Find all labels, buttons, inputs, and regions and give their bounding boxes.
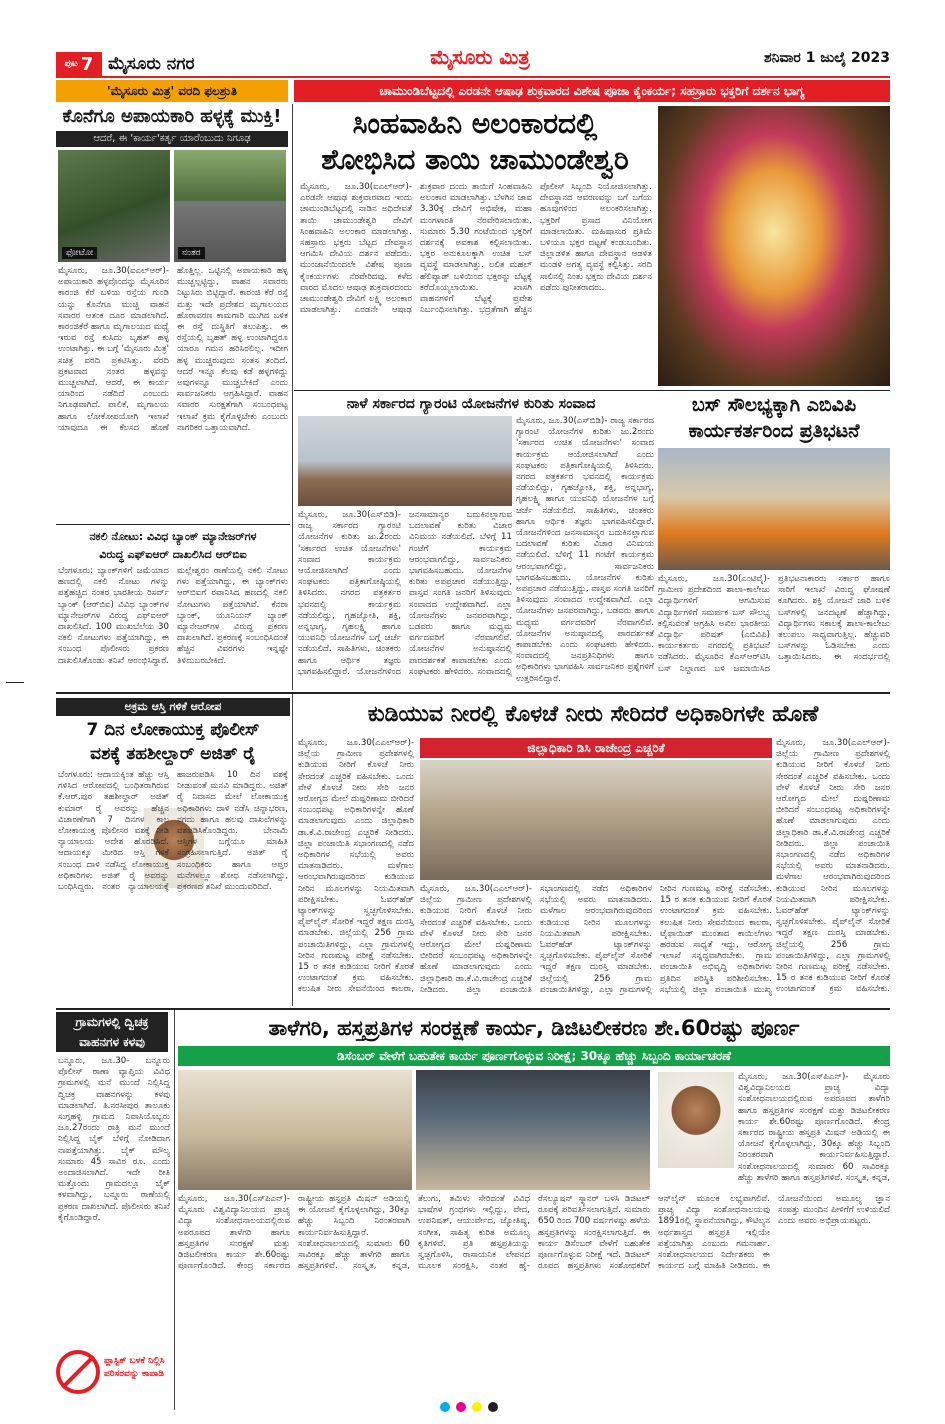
manuscripts-desk-photo	[416, 1070, 650, 1190]
lokayukta-headline-line2: ವಶಕ್ಕೆ ತಹಶೀಲ್ದಾರ್ ಅಜಿತ್ ರೈ	[90, 744, 256, 764]
manuscripts-subhead: ಡಿಸೆಂಬರ್ ವೇಳೆಗೆ ಬಹುತೇಕ ಕಾರ್ಯ ಪೂರ್ಣಗೊಳ್ಳುವ ನಿರೀಕ್ಷೆ; 30ಕ್ಕೂ ಹೆಚ್ಚು ಸಿಬ್ಬಂದಿ ಕಾರ್ಯಾಚರಣೆ	[178, 1046, 890, 1066]
abvp-body: ಮೈಸೂರು, ಜೂ.30(ಎಂಟಿವೈ)- ಗ್ರಾಮೀಣ ಪ್ರದೇಶದಿಂದ ಶಾಲಾ-ಕಾಲೇಜು ವಿದ್ಯಾರ್ಥಿಗಳಿಗೆ ಆಗಮಿಸುವ ವಿದ್ಯಾರ್ಥಿಗಳಿಗೆ ಸಮರ್ಪಕ ಬಸ್ ಸೌಲಭ್ಯ ಕಲ್ಪಿಸುವಂತೆ ಆಗ್ರಹಿಸಿ ಅಖಿಲ ಭಾರತೀಯ ವಿದ್ಯಾರ್ಥಿ ಪರಿಷತ್ (ಎಬಿವಿಪಿ) ಕಾರ್ಯಕರ್ತರು ನಗರದಲ್ಲಿ ಪ್ರತಿಭಟನೆ ನಡೆಸಿದರು. ಮೈಸೂರಿನ ಕೆಎಸ್‌ಆರ್‌ಟಿಸಿ ಬಸ್ ನಿಲ್ದಾಣದ ಬಳಿ ಜಮಾಯಿಸಿದ ಪ್ರತಿಭಟನಾಕಾರರು ಸರ್ಕಾರ ಹಾಗೂ ಸಾರಿಗೆ ಇಲಾಖೆ ವಿರುದ್ಧ ಘೋಷಣೆ ಕೂಗಿದರು. ಶಕ್ತಿ ಯೋಜನೆ ಜಾರಿ ಬಳಿಕ ಬಸ್‌ಗಳಲ್ಲಿ ಜನದಟ್ಟಣೆ ಹೆಚ್ಚಾಗಿದ್ದು, ವಿದ್ಯಾರ್ಥಿಗಳು ಸಕಾಲಕ್ಕೆ ಶಾಲಾ-ಕಾಲೇಜು ತಲುಪಲು ಸಾಧ್ಯವಾಗುತ್ತಿಲ್ಲ. ಹೆಚ್ಚುವರಿ ಬಸ್‌ಗಳನ್ನು ಓಡಿಸಬೇಕು ಎಂದು ಒತ್ತಾಯಿಸಿದರು. ಈ ಸಂದರ್ಭದಲ್ಲಿ	[658, 574, 890, 674]
issue-date: ಶನಿವಾರ 1 ಜುಲೈ 2023	[764, 50, 890, 66]
registration-dot	[488, 1402, 498, 1412]
lokayukta-headline-line1: 7 ದಿನ ಲೋಕಾಯುಕ್ತ ಪೊಲೀಸ್	[86, 720, 260, 740]
column-divider	[292, 104, 293, 690]
no-plastic-line1: ಪ್ಲಾಸ್ಟಿಕ್ ಬಳಕೆ ನಿಲ್ಲಿಸಿ	[104, 1356, 165, 1366]
lokayukta-kicker: ಅಕ್ರಮ ಆಸ್ತಿ ಗಳಿಕೆ ಆರೋಪ	[56, 698, 290, 716]
abvp-headline-line2: ಕಾರ್ಯಕರ್ತರಿಂದ ಪ್ರತಿಭಟನೆ	[688, 420, 860, 442]
bank-headline-line2: ವಿರುದ್ಧ ಎಫ್‌ಐಆರ್ ದಾಖಲಿಸಿದ ಆರ್‌ಬಿಐ	[99, 548, 247, 561]
page-label: ಪುಟ	[64, 59, 78, 69]
page-number-badge	[56, 52, 102, 76]
fold-mark	[6, 682, 24, 683]
manuscripts-lab-photo	[178, 1070, 412, 1190]
guarantee-body: ಮೈಸೂರು, ಜೂ.30(ಎಸ್‌ಬಿಡಿ)- ರಾಜ್ಯ ಸರ್ಕಾರದ ಗ್ಯಾರಂಟಿ ಯೋಜನೆಗಳ ಕುರಿತು ಜು.2ರಂದು 'ಸರ್ಕಾರದ ಉಚಿತ ಯೋಜನೆಗಳು' ಸಂವಾದ ಕಾರ್ಯಕ್ರಮ ಆಯೋಜಿಸಲಾಗಿದೆ ಎಂದು ಸಂಘಟಕರು ಪತ್ರಿಕಾಗೋಷ್ಠಿಯಲ್ಲಿ ತಿಳಿಸಿದರು. ನಗರದ ಪತ್ರಕರ್ತರ ಭವನದಲ್ಲಿ ಕಾರ್ಯಕ್ರಮ ನಡೆಯಲಿದ್ದು, ಗೃಹಜ್ಯೋತಿ, ಶಕ್ತಿ, ಅನ್ನಭಾಗ್ಯ, ಗೃಹಲಕ್ಷ್ಮಿ ಹಾಗೂ ಯುವನಿಧಿ ಯೋಜನೆಗಳ ಬಗ್ಗೆ ಚರ್ಚೆ ನಡೆಯಲಿದೆ. ಸಾಹಿತಿಗಳು, ಚಿಂತಕರು ಹಾಗೂ ಆರ್ಥಿಕ ತಜ್ಞರು ಭಾಗವಹಿಸಲಿದ್ದಾರೆ. ಯೋಜನೆಗಳಿಂದ ಜನಸಾಮಾನ್ಯರ ಬದುಕಿನಲ್ಲಾಗುವ ಬದಲಾವಣೆ ಕುರಿತು ವಿಚಾರ ವಿನಿಮಯ ನಡೆಯಲಿದೆ. ಬೆಳಿಗ್ಗೆ 11 ಗಂಟೆಗೆ ಕಾರ್ಯಕ್ರಮ ಆರಂಭವಾಗಲಿದ್ದು, ಸಾರ್ವಜನಿಕರು ಭಾಗವಹಿಸಬಹುದು. ಯೋಜನೆಗಳ ಕುರಿತು ಅಪಪ್ರಚಾರ ನಡೆಯುತ್ತಿದ್ದು, ವಾಸ್ತವ ಸಂಗತಿ ಜನರಿಗೆ ತಿಳಿಸುವುದು ಸಂವಾದದ ಉದ್ದೇಶವಾಗಿದೆ. ಎಲ್ಲಾ ಯೋಜನೆಗಳು ಜನಪರವಾಗಿದ್ದು, ಬಡವರು ಹಾಗೂ ಮಧ್ಯಮ ವರ್ಗದವರಿಗೆ ನೆರವಾಗಲಿವೆ. ಯೋಜನೆಗಳ ಅನುಷ್ಠಾನದಲ್ಲಿ ಪಾರದರ್ಶಕತೆ ಕಾಪಾಡಬೇಕು ಎಂದು ಸಂಘಟಕರು ಹೇಳಿದರು. ಸಂವಾದದಲ್ಲಿ	[298, 510, 512, 677]
temple-photo	[658, 106, 890, 386]
lokayukta-body: ಬೆಂಗಳೂರು: ಆದಾಯಕ್ಕಿಂತ ಹೆಚ್ಚು ಆಸ್ತಿ ಗಳಿಸಿದ ಆರೋಪದಲ್ಲಿ ಬಂಧಿತರಾಗಿರುವ ಕೆ.ಆರ್.ಪುರ ತಹಶೀಲ್ದಾರ್ ಅಜಿತ್ ಕುಮಾರ್ ರೈ ಅವರನ್ನು ಹೆಚ್ಚಿನ ವಿಚಾರಣೆಗಾಗಿ 7 ದಿನಗಳ ಕಾಲ ಲೋಕಾಯುಕ್ತ ಪೊಲೀಸರ ವಶಕ್ಕೆ ನೀಡಿ ನ್ಯಾಯಾಲಯ ಆದೇಶ ಹೊರಡಿಸಿದೆ. ಆದಾಯಕ್ಕೂ ಮೀರಿದ ಆಸ್ತಿ ಗಳಿಕೆ ಸಂಬಂಧ ದಾಳಿ ನಡೆಸಿದ್ದ ಲೋಕಾಯುಕ್ತ ಅಧಿಕಾರಿಗಳು ಅಜಿತ್ ರೈ ಅವರನ್ನು ಬಂಧಿಸಿದ್ದರು. ನಂತರ ನ್ಯಾಯಾಲಯಕ್ಕೆ ಹಾಜರುಪಡಿಸಿ 10 ದಿನ ವಶಕ್ಕೆ ನೀಡುವಂತೆ ಮನವಿ ಮಾಡಿದ್ದರು. ಅಜಿತ್ ರೈ ನಿವಾಸದ ಮೇಲೆ ಲೋಕಾಯುಕ್ತ ಅಧಿಕಾರಿಗಳು ದಾಳಿ ನಡೆಸಿ ಚಿನ್ನಾಭರಣ, ನಗದು ಹಾಗೂ ಹಲವು ದಾಖಲೆಗಳನ್ನು ವಶಪಡಿಸಿಕೊಂಡಿದ್ದರು. ಬೇನಾಮಿ ಆಸ್ತಿಗಳ ಬಗ್ಗೆಯೂ ಮಾಹಿತಿ ಸಂಗ್ರಹಿಸಲಾಗುತ್ತಿದೆ. ಅಜಿತ್ ರೈ ಸಂಬಂಧಿಕರು ಹಾಗೂ ಆಪ್ತರ ಮನೆಗಳಲ್ಲೂ ಶೋಧ ನಡೆಸಲಾಗಿದ್ದು, ಪ್ರಕರಣದ ತನಿಖೆ ಮುಂದುವರಿದಿದೆ.	[58, 770, 288, 893]
registration-dot	[472, 1402, 482, 1412]
water-body-right: ಮೈಸೂರು, ಜೂ.30(ಎಎಲ್‌ಆರ್)- ಜಿಲ್ಲೆಯ ಗ್ರಾಮೀಣ ಪ್ರದೇಶಗಳಲ್ಲಿ ಕುಡಿಯುವ ನೀರಿಗೆ ಕೊಳಚೆ ನೀರು ಸೇರದಂತೆ ಎಚ್ಚರಿಕೆ ವಹಿಸಬೇಕು. ಒಂದು ವೇಳೆ ಕೊಳಚೆ ನೀರು ಸೇರಿ ಜನರ ಆರೋಗ್ಯದ ಮೇಲೆ ದುಷ್ಪರಿಣಾಮ ಬೀರಿದರೆ ಸಂಬಂಧಪಟ್ಟ ಅಧಿಕಾರಿಗಳನ್ನೇ ಹೊಣೆ ಮಾಡಲಾಗುವುದು ಎಂದು ಜಿಲ್ಲಾಧಿಕಾರಿ ಡಾ.ಕೆ.ವಿ.ರಾಜೇಂದ್ರ ಎಚ್ಚರಿಕೆ ನೀಡಿದರು. ಜಿಲ್ಲಾ ಪಂಚಾಯಿತಿ ಸಭಾಂಗಣದಲ್ಲಿ ನಡೆದ ಅಧಿಕಾರಿಗಳ ಸಭೆಯಲ್ಲಿ ಅವರು ಮಾತನಾಡಿದರು. ಮಳೆಗಾಲ ಆರಂಭವಾಗಿರುವುದರಿಂದ ಕುಡಿಯುವ ನೀರಿನ ಮೂಲಗಳನ್ನು ನಿಯಮಿತವಾಗಿ ಪರೀಕ್ಷಿಸಬೇಕು. ಓವರ್‌ಹೆಡ್ ಟ್ಯಾಂಕ್‌ಗಳನ್ನು ಸ್ವಚ್ಛಗೊಳಿಸಬೇಕು. ಪೈಪ್‌ಲೈನ್ ಸೋರಿಕೆ ಇದ್ದರೆ ತಕ್ಷಣ ದುರಸ್ತಿ ಮಾಡಬೇಕು. ಜಿಲ್ಲೆಯಲ್ಲಿ 256 ಗ್ರಾಮ ಪಂಚಾಯಿತಿಗಳಿದ್ದು, ಎಲ್ಲಾ ಗ್ರಾಮಗಳಲ್ಲಿ ನೀರಿನ ಗುಣಮಟ್ಟ ಪರೀಕ್ಷೆ ನಡೆಸಬೇಕು. 15 ರ ತನಕ ಕುಡಿಯುವ ನೀರಿಗೆ ಕೊರತೆ ಉಂಟಾಗದಂತೆ ಕ್ರಮ ವಹಿಸಬೇಕು.	[776, 738, 890, 995]
top-strip-banner: ಚಾಮುಂಡಿಬೆಟ್ಟದಲ್ಲಿ ಎರಡನೇ ಆಷಾಢ ಶುಕ್ರವಾರದ ವಿಶೇಷ ಪೂಜಾ ಕೈಂಕರ್ಯ; ಸಹಸ್ರಾರು ಭಕ್ತರಿಗೆ ದರ್ಶನ ಭಾಗ್ಯ	[294, 80, 890, 102]
water-subhead: ಜಿಲ್ಲಾಧಿಕಾರಿ ಡಿಸಿ ರಾಜೇಂದ್ರ ಎಚ್ಚರಿಕೆ	[420, 738, 772, 758]
abvp-photo	[658, 448, 890, 570]
pothole-photo-before-caption: ಫೋಟೋ	[62, 247, 97, 259]
pothole-photo-before	[58, 150, 170, 262]
manuscripts-portrait	[658, 1072, 734, 1168]
water-headline: ಕುಡಿಯುವ ನೀರಲ್ಲಿ ಕೊಳಚೆ ನೀರು ಸೇರಿದರೆ ಅಧಿಕಾರಿಗಳೇ ಹೊಣೆ	[367, 702, 819, 727]
pothole-subhead: ಆದರೆ, ಈ 'ಕಾರ್ಯ'ಕರ್ತೃ ಯಾರೆಂಬುದು ನಿಗೂಢ	[56, 131, 288, 147]
bank-body: ಬೆಂಗಳೂರು: ಬ್ಯಾಂಕ್‌ಗಳಿಗೆ ಜಮೆಯಾದ ಹಣದಲ್ಲಿ ನಕಲಿ ನೋಟು ಗಳನ್ನು ಪತ್ತೆಹಚ್ಚಿದ ನಂತರ ಭಾರತೀಯ ರಿಸರ್ವ್ ಬ್ಯಾಂಕ್ (ಆರ್‌ಬಿಐ) ವಿವಿಧ ಬ್ಯಾಂಕ್‌ಗಳ ಮ್ಯಾನೇಜರ್‌ಗಳ ವಿರುದ್ಧ ಎಫ್‌ಐಆರ್ ದಾಖಲಿಸಿದೆ. 100 ಮುಖಬೆಲೆಯ 30 ನಕಲಿ ನೋಟುಗಳು ಪತ್ತೆಯಾಗಿದ್ದು, ಈ ಸಂಬಂಧ ಪೊಲೀಸರು ಪ್ರಕರಣ ದಾಖಲಿಸಿಕೊಂಡು ತನಿಖೆ ಆರಂಭಿಸಿದ್ದಾರೆ. ಮಲ್ಲೇಶ್ವರಂ ಠಾಣೆಯಲ್ಲಿ ನಕಲಿ ನೋಟು ಗಳು ಪತ್ತೆಯಾಗಿದ್ದು, ಈ ಬ್ಯಾಂಕ್‌ಗಳು ಆರ್‌ಬಿಐಗೆ ರವಾನಿಸಿದ ಹಣದಲ್ಲಿ ನಕಲಿ ನೋಟುಗಳು ಪತ್ತೆಯಾಗಿವೆ. ಕೆನರಾ ಬ್ಯಾಂಕ್, ಯೂನಿಯನ್ ಬ್ಯಾಂಕ್ ಮ್ಯಾನೇಜರ್‌ಗಳ ವಿರುದ್ಧ ಪ್ರಕರಣ ದಾಖಲಾಗಿದೆ. ಪ್ರಕರಣಕ್ಕೆ ಸಂಬಂಧಿಸಿದಂತೆ ಹೆಚ್ಚಿನ ವಿವರಗಳು ಇನ್ನಷ್ಟೇ ತಿಳಿದುಬರಬೇಕಿದೆ.	[58, 566, 288, 666]
section-title: ಮೈಸೂರು ನಗರ	[108, 54, 195, 74]
registration-marks	[440, 1402, 510, 1414]
manuscripts-headline: ತಾಳೆಗರಿ, ಹಸ್ತಪ್ರತಿಗಳ ಸಂರಕ್ಷಣೆ ಕಾರ್ಯ, ಡಿಜಿಟಲೀಕರಣ ಶೇ.60ರಷ್ಟು ಪೂರ್ಣ	[268, 1016, 800, 1040]
abvp-headline-line1: ಬಸ್ ಸೌಲಭ್ಯಕ್ಕಾಗಿ ಎಬಿವಿಪಿ	[691, 394, 857, 416]
pothole-photo-after	[174, 150, 286, 262]
guarantee-headline: ನಾಳೆ ಸರ್ಕಾರದ ಗ್ಯಾರಂಟಿ ಯೋಜನೆಗಳ ಕುರಿತು ಸಂವಾದ	[346, 396, 596, 412]
guarantee-photo	[298, 416, 512, 506]
manuscripts-body: ಮೈಸೂರು, ಜೂ.30(ಎಸ್‌ಪಿಎನ್)- ಮೈಸೂರು ವಿಶ್ವವಿದ್ಯಾನಿಲಯದ ಪ್ರಾಚ್ಯ ವಿದ್ಯಾ ಸಂಶೋಧನಾಲಯದಲ್ಲಿರುವ ಅಪರೂಪದ ತಾಳೆಗರಿ ಹಾಗೂ ಹಸ್ತಪ್ರತಿಗಳ ಸಂರಕ್ಷಣೆ ಮತ್ತು ಡಿಜಿಟಲೀಕರಣ ಕಾರ್ಯ ಶೇ.60ರಷ್ಟು ಪೂರ್ಣಗೊಂಡಿದೆ. ಕೇಂದ್ರ ಸರ್ಕಾರದ ರಾಷ್ಟ್ರೀಯ ಹಸ್ತಪ್ರತಿ ಮಿಷನ್ ಅಡಿಯಲ್ಲಿ ಈ ಯೋಜನೆ ಕೈಗೊಳ್ಳಲಾಗಿದ್ದು, 30ಕ್ಕೂ ಹೆಚ್ಚು ಸಿಬ್ಬಂದಿ ನಿರಂತರವಾಗಿ ಕಾರ್ಯನಿರ್ವಹಿಸುತ್ತಿದ್ದಾರೆ. ಸಂಶೋಧನಾಲಯದಲ್ಲಿ ಸುಮಾರು 60 ಸಾವಿರಕ್ಕೂ ಹೆಚ್ಚು ತಾಳೆಗರಿ ಹಾಗೂ ಹಸ್ತಪ್ರತಿಗಳಿವೆ. ಸಂಸ್ಕೃತ, ಕನ್ನಡ, ತೆಲುಗು, ತಮಿಳು ಸೇರಿದಂತೆ ವಿವಿಧ ಭಾಷೆಗಳ ಗ್ರಂಥಗಳು ಇಲ್ಲಿದ್ದು, ವೇದ, ಉಪನಿಷತ್, ಆಯುರ್ವೇದ, ಜ್ಯೋತಿಷ್ಯ, ಸಂಗೀತ, ಸಾಹಿತ್ಯ ಕುರಿತ ಅಮೂಲ್ಯ ಕೃತಿಗಳಿವೆ. ಪ್ರತಿ ಹಸ್ತಪ್ರತಿಯನ್ನು ಸ್ವಚ್ಛಗೊಳಿಸಿ, ರಾಸಾಯನಿಕ ಲೇಪನದ ಮೂಲಕ ಸಂರಕ್ಷಿಸಿ, ನಂತರ ಹೈ-ರೆಸಲ್ಯೂಷನ್ ಸ್ಕ್ಯಾನರ್ ಬಳಸಿ ಡಿಜಿಟಲ್ ರೂಪಕ್ಕೆ ಪರಿವರ್ತಿಸಲಾಗುತ್ತಿದೆ. ಸುಮಾರು 650 ರಿಂದ 700 ವರ್ಷಗಳಷ್ಟು ಹಳೆಯ ಹಸ್ತಪ್ರತಿಗಳನ್ನು ಸಂರಕ್ಷಿಸಲಾಗುತ್ತಿದೆ. ಈ ಕಾರ್ಯ ಡಿಸೆಂಬರ್ ವೇಳೆಗೆ ಬಹುತೇಕ ಪೂರ್ಣಗೊಳ್ಳುವ ನಿರೀಕ್ಷೆ ಇದೆ. ಡಿಜಿಟಲ್ ರೂಪದ ಹಸ್ತಪ್ರತಿಗಳು ಸಂಶೋಧಕರಿಗೆ ಆನ್‌ಲೈನ್ ಮೂಲಕ ಲಭ್ಯವಾಗಲಿವೆ. ಪ್ರಾಚ್ಯ ವಿದ್ಯಾ ಸಂಶೋಧನಾಲಯವು 1891ರಲ್ಲಿ ಸ್ಥಾಪನೆಯಾಗಿದ್ದು, ಕೌಟಿಲ್ಯನ ಅರ್ಥಶಾಸ್ತ್ರದ ಹಸ್ತಪ್ರತಿ ಇಲ್ಲಿಯೇ ಪತ್ತೆಯಾಗಿತ್ತು ಎಂಬುದು ಗಮನಾರ್ಹ. ಸಂಶೋಧನಾಲಯದ ನಿರ್ದೇಶಕರು ಈ ಕಾರ್ಯದ ಬಗ್ಗೆ ಮಾಹಿತಿ ನೀಡಿದರು. ಈ ಯೋಜನೆಯಿಂದ ಅಮೂಲ್ಯ ಜ್ಞಾನ ಸಂಪತ್ತು ಮುಂದಿನ ಪೀಳಿಗೆಗೆ ಉಳಿಯಲಿದೆ ಎಂದು ಅವರು ಅಭಿಪ್ರಾಯಪಟ್ಟರು.	[178, 1194, 890, 1272]
water-body-left: ಮೈಸೂರು, ಜೂ.30(ಎಎಲ್‌ಆರ್)- ಜಿಲ್ಲೆಯ ಗ್ರಾಮೀಣ ಪ್ರದೇಶಗಳಲ್ಲಿ ಕುಡಿಯುವ ನೀರಿಗೆ ಕೊಳಚೆ ನೀರು ಸೇರದಂತೆ ಎಚ್ಚರಿಕೆ ವಹಿಸಬೇಕು. ಒಂದು ವೇಳೆ ಕೊಳಚೆ ನೀರು ಸೇರಿ ಜನರ ಆರೋಗ್ಯದ ಮೇಲೆ ದುಷ್ಪರಿಣಾಮ ಬೀರಿದರೆ ಸಂಬಂಧಪಟ್ಟ ಅಧಿಕಾರಿಗಳನ್ನೇ ಹೊಣೆ ಮಾಡಲಾಗುವುದು ಎಂದು ಜಿಲ್ಲಾಧಿಕಾರಿ ಡಾ.ಕೆ.ವಿ.ರಾಜೇಂದ್ರ ಎಚ್ಚರಿಕೆ ನೀಡಿದರು. ಜಿಲ್ಲಾ ಪಂಚಾಯಿತಿ ಸಭಾಂಗಣದಲ್ಲಿ ನಡೆದ ಅಧಿಕಾರಿಗಳ ಸಭೆಯಲ್ಲಿ ಅವರು ಮಾತನಾಡಿದರು. ಮಳೆಗಾಲ ಆರಂಭವಾಗಿರುವುದರಿಂದ ಕುಡಿಯುವ ನೀರಿನ ಮೂಲಗಳನ್ನು ನಿಯಮಿತವಾಗಿ ಪರೀಕ್ಷಿಸಬೇಕು. ಓವರ್‌ಹೆಡ್ ಟ್ಯಾಂಕ್‌ಗಳನ್ನು ಸ್ವಚ್ಛಗೊಳಿಸಬೇಕು. ಪೈಪ್‌ಲೈನ್ ಸೋರಿಕೆ ಇದ್ದರೆ ತಕ್ಷಣ ದುರಸ್ತಿ ಮಾಡಬೇಕು. ಜಿಲ್ಲೆಯಲ್ಲಿ 256 ಗ್ರಾಮ ಪಂಚಾಯಿತಿಗಳಿದ್ದು, ಎಲ್ಲಾ ಗ್ರಾಮಗಳಲ್ಲಿ ನೀರಿನ ಗುಣಮಟ್ಟ ಪರೀಕ್ಷೆ ನಡೆಸಬೇಕು. 15 ರ ತನಕ ಕುಡಿಯುವ ನೀರಿಗೆ ಕೊರತೆ ಉಂಟಾಗದಂತೆ ಕ್ರಮ ವಹಿಸಬೇಕು. ಕಲುಷಿತ ನೀರು ಸೇವನೆಯಿಂದ ಕಾಲರಾ,	[298, 738, 414, 995]
bank-divider	[56, 524, 290, 525]
no-plastic-ad	[104, 1355, 204, 1391]
manuscripts-body-box: ಮೈಸೂರು, ಜೂ.30(ಎಸ್‌ಪಿಎನ್)- ಮೈಸೂರು ವಿಶ್ವವಿದ್ಯಾನಿಲಯದ ಪ್ರಾಚ್ಯ ವಿದ್ಯಾ ಸಂಶೋಧನಾಲಯದಲ್ಲಿರುವ ಅಪರೂಪದ ತಾಳೆಗರಿ ಹಾಗೂ ಹಸ್ತಪ್ರತಿಗಳ ಸಂರಕ್ಷಣೆ ಮತ್ತು ಡಿಜಿಟಲೀಕರಣ ಕಾರ್ಯ ಶೇ.60ರಷ್ಟು ಪೂರ್ಣಗೊಂಡಿದೆ. ಕೇಂದ್ರ ಸರ್ಕಾರದ ರಾಷ್ಟ್ರೀಯ ಹಸ್ತಪ್ರತಿ ಮಿಷನ್ ಅಡಿಯಲ್ಲಿ ಈ ಯೋಜನೆ ಕೈಗೊಳ್ಳಲಾಗಿದ್ದು, 30ಕ್ಕೂ ಹೆಚ್ಚು ಸಿಬ್ಬಂದಿ ನಿರಂತರವಾಗಿ ಕಾರ್ಯನಿರ್ವಹಿಸುತ್ತಿದ್ದಾರೆ. ಸಂಶೋಧನಾಲಯದಲ್ಲಿ ಸುಮಾರು 60 ಸಾವಿರಕ್ಕೂ ಹೆಚ್ಚು ತಾಳೆಗರಿ ಹಾಗೂ ಹಸ್ತಪ್ರತಿಗಳಿವೆ. ಸಂಸ್ಕೃತ, ಕನ್ನಡ,	[738, 1072, 890, 1183]
temple-headline-line2: ಶೋಭಿಸಿದ ತಾಯಿ ಚಾಮುಂಡೇಶ್ವರಿ	[321, 143, 629, 176]
pothole-photo-after-caption: ನಂತರ	[178, 247, 205, 259]
no-plastic-icon	[56, 1350, 100, 1394]
guarantee-body-right: ಮೈಸೂರು, ಜೂ.30(ಎಸ್‌ಬಿಡಿ)- ರಾಜ್ಯ ಸರ್ಕಾರದ ಗ್ಯಾರಂಟಿ ಯೋಜನೆಗಳ ಕುರಿತು ಜು.2ರಂದು 'ಸರ್ಕಾರದ ಉಚಿತ ಯೋಜನೆಗಳು' ಸಂವಾದ ಕಾರ್ಯಕ್ರಮ ಆಯೋಜಿಸಲಾಗಿದೆ ಎಂದು ಸಂಘಟಕರು ಪತ್ರಿಕಾಗೋಷ್ಠಿಯಲ್ಲಿ ತಿಳಿಸಿದರು. ನಗರದ ಪತ್ರಕರ್ತರ ಭವನದಲ್ಲಿ ಕಾರ್ಯಕ್ರಮ ನಡೆಯಲಿದ್ದು, ಗೃಹಜ್ಯೋತಿ, ಶಕ್ತಿ, ಅನ್ನಭಾಗ್ಯ, ಗೃಹಲಕ್ಷ್ಮಿ ಹಾಗೂ ಯುವನಿಧಿ ಯೋಜನೆಗಳ ಬಗ್ಗೆ ಚರ್ಚೆ ನಡೆಯಲಿದೆ. ಸಾಹಿತಿಗಳು, ಚಿಂತಕರು ಹಾಗೂ ಆರ್ಥಿಕ ತಜ್ಞರು ಭಾಗವಹಿಸಲಿದ್ದಾರೆ. ಯೋಜನೆಗಳಿಂದ ಜನಸಾಮಾನ್ಯರ ಬದುಕಿನಲ್ಲಾಗುವ ಬದಲಾವಣೆ ಕುರಿತು ವಿಚಾರ ವಿನಿಮಯ ನಡೆಯಲಿದೆ. ಬೆಳಿಗ್ಗೆ 11 ಗಂಟೆಗೆ ಕಾರ್ಯಕ್ರಮ ಆರಂಭವಾಗಲಿದ್ದು, ಸಾರ್ವಜನಿಕರು ಭಾಗವಹಿಸಬಹುದು. ಯೋಜನೆಗಳ ಕುರಿತು ಅಪಪ್ರಚಾರ ನಡೆಯುತ್ತಿದ್ದು, ವಾಸ್ತವ ಸಂಗತಿ ಜನರಿಗೆ ತಿಳಿಸುವುದು ಸಂವಾದದ ಉದ್ದೇಶವಾಗಿದೆ. ಎಲ್ಲಾ ಯೋಜನೆಗಳು ಜನಪರವಾಗಿದ್ದು, ಬಡವರು ಹಾಗೂ ಮಧ್ಯಮ ವರ್ಗದವರಿಗೆ ನೆರವಾಗಲಿವೆ. ಯೋಜನೆಗಳ ಅನುಷ್ಠಾನದಲ್ಲಿ ಪಾರದರ್ಶಕತೆ ಕಾಪಾಡಬೇಕು ಎಂದು ಸಂಘಟಕರು ಹೇಳಿದರು. ಸಂವಾದದಲ್ಲಿ ಜನಪ್ರತಿನಿಧಿಗಳು ಹಾಗೂ ಅಧಿಕಾರಿಗಳು ಭಾಗವಹಿಸಿ ಸಾರ್ವಜನಿಕರ ಪ್ರಶ್ನೆಗಳಿಗೆ ಉತ್ತರಿಸಲಿದ್ದಾರೆ.	[516, 416, 654, 684]
column-divider-3	[174, 1010, 175, 1410]
page-number: 7	[80, 53, 94, 75]
water-meeting-photo	[420, 760, 772, 880]
header-rule	[56, 76, 890, 78]
vehicles-headline-line2: ವಾಹನಗಳ ಕಳವು	[56, 1032, 168, 1052]
lower-divider	[56, 1008, 890, 1010]
no-plastic-line2: ಪರಿಸರವನ್ನು ಕಾಪಾಡಿ	[104, 1369, 164, 1379]
registration-dot	[440, 1402, 450, 1412]
mid-divider	[56, 692, 890, 694]
bank-headline-line1: ನಕಲಿ ನೋಟು: ವಿವಿಧ ಬ್ಯಾಂಕ್ ಮ್ಯಾನೇಜರ್‌ಗಳ	[89, 530, 257, 543]
vehicles-headline-line1: ಗ್ರಾಮಗಳಲ್ಲಿ ದ್ವಿಚಕ್ರ	[56, 1012, 168, 1032]
section-divider	[294, 390, 890, 391]
vehicles-body: ಬನ್ನೂರು, ಜೂ.30- ಬನ್ನೂರು ಪೊಲೀಸ್ ಠಾಣಾ ವ್ಯಾಪ್ತಿಯ ವಿವಿಧ ಗ್ರಾಮಗಳಲ್ಲಿ ಮನೆ ಮುಂದೆ ನಿಲ್ಲಿಸಿದ್ದ ದ್ವಿಚಕ್ರ ವಾಹನಗಳನ್ನು ಕಳವು ಮಾಡಲಾಗಿದೆ. ತಿ.ನರಸೀಪುರ ತಾಲೂಕು ಸುಗ್ಗಹಳ್ಳಿ ಗ್ರಾಮದ ನಿವಾಸಿಯೊಬ್ಬರು ಜೂ.27ರಂದು ರಾತ್ರಿ ಮನೆ ಮುಂದೆ ನಿಲ್ಲಿಸಿದ್ದ ಬೈಕ್ ಬೆಳಿಗ್ಗೆ ನೋಡಿದಾಗ ನಾಪತ್ತೆಯಾಗಿತ್ತು. ಬೈಕ್ ಮೌಲ್ಯ ಸುಮಾರು 45 ಸಾವಿರ ರೂ. ಎಂದು ಅಂದಾಜಿಸಲಾಗಿದೆ. ಇದೇ ರೀತಿ ಮತ್ತೊಂದು ಗ್ರಾಮದಲ್ಲೂ ಬೈಕ್ ಕಳವಾಗಿದ್ದು, ಬನ್ನೂರು ಠಾಣೆಯಲ್ಲಿ ಪ್ರಕರಣ ದಾಖಲಾಗಿದೆ. ಪೊಲೀಸರು ತನಿಖೆ ಕೈಗೊಂಡಿದ್ದಾರೆ.	[58, 1056, 170, 1223]
pothole-headline: ಕೊನೆಗೂ ಅಪಾಯಕಾರಿ ಹಳ್ಳಕ್ಕೆ ಮುಕ್ತಿ!	[62, 106, 282, 127]
registration-dot	[456, 1402, 466, 1412]
masthead-logo: ಮೈಸೂರು ಮಿತ್ರ	[430, 45, 530, 69]
water-body-middle: ಮೈಸೂರು, ಜೂ.30(ಎಎಲ್‌ಆರ್)- ಜಿಲ್ಲೆಯ ಗ್ರಾಮೀಣ ಪ್ರದೇಶಗಳಲ್ಲಿ ಕುಡಿಯುವ ನೀರಿಗೆ ಕೊಳಚೆ ನೀರು ಸೇರದಂತೆ ಎಚ್ಚರಿಕೆ ವಹಿಸಬೇಕು. ಒಂದು ವೇಳೆ ಕೊಳಚೆ ನೀರು ಸೇರಿ ಜನರ ಆರೋಗ್ಯದ ಮೇಲೆ ದುಷ್ಪರಿಣಾಮ ಬೀರಿದರೆ ಸಂಬಂಧಪಟ್ಟ ಅಧಿಕಾರಿಗಳನ್ನೇ ಹೊಣೆ ಮಾಡಲಾಗುವುದು ಎಂದು ಜಿಲ್ಲಾಧಿಕಾರಿ ಡಾ.ಕೆ.ವಿ.ರಾಜೇಂದ್ರ ಎಚ್ಚರಿಕೆ ನೀಡಿದರು. ಜಿಲ್ಲಾ ಪಂಚಾಯಿತಿ ಸಭಾಂಗಣದಲ್ಲಿ ನಡೆದ ಅಧಿಕಾರಿಗಳ ಸಭೆಯಲ್ಲಿ ಅವರು ಮಾತನಾಡಿದರು. ಮಳೆಗಾಲ ಆರಂಭವಾಗಿರುವುದರಿಂದ ಕುಡಿಯುವ ನೀರಿನ ಮೂಲಗಳನ್ನು ನಿಯಮಿತವಾಗಿ ಪರೀಕ್ಷಿಸಬೇಕು. ಓವರ್‌ಹೆಡ್ ಟ್ಯಾಂಕ್‌ಗಳನ್ನು ಸ್ವಚ್ಛಗೊಳಿಸಬೇಕು. ಪೈಪ್‌ಲೈನ್ ಸೋರಿಕೆ ಇದ್ದರೆ ತಕ್ಷಣ ದುರಸ್ತಿ ಮಾಡಬೇಕು. ಜಿಲ್ಲೆಯಲ್ಲಿ 256 ಗ್ರಾಮ ಪಂಚಾಯಿತಿಗಳಿದ್ದು, ಎಲ್ಲಾ ಗ್ರಾಮಗಳಲ್ಲಿ ನೀರಿನ ಗುಣಮಟ್ಟ ಪರೀಕ್ಷೆ ನಡೆಸಬೇಕು. 15 ರ ತನಕ ಕುಡಿಯುವ ನೀರಿಗೆ ಕೊರತೆ ಉಂಟಾಗದಂತೆ ಕ್ರಮ ವಹಿಸಬೇಕು. ಕಲುಷಿತ ನೀರು ಸೇವನೆಯಿಂದ ಕಾಲರಾ, ಟೈಫಾಯಿಡ್ ಮುಂತಾದ ಕಾಯಿಲೆಗಳು ಹರಡುವ ಸಾಧ್ಯತೆ ಇದ್ದು, ಆರೋಗ್ಯ ಇಲಾಖೆ ಸನ್ನದ್ಧವಾಗಿರಬೇಕು. ಗ್ರಾಮ ಪಂಚಾಯಿತಿ ಅಭಿವೃದ್ಧಿ ಅಧಿಕಾರಿಗಳು ಪ್ರತಿದಿನ ಪರಿಸ್ಥಿತಿ ಪರಿಶೀಲಿಸಬೇಕು. ಸಭೆಯಲ್ಲಿ ಜಿಲ್ಲಾ ಪಂಚಾಯಿತಿ ಮುಖ್ಯ	[420, 884, 772, 995]
pothole-kicker: 'ಮೈಸೂರು ಮಿತ್ರ' ವರದಿ ಫಲಶ್ರುತಿ	[56, 80, 288, 102]
temple-body: ಮೈಸೂರು, ಜೂ.30(ಐಎಲ್‌ಆರ್)- ಎರಡನೇ ಆಷಾಢ ಶುಕ್ರವಾರವಾದ ಇಂದು ಚಾಮುಂಡಿಬೆಟ್ಟದಲ್ಲಿ ನಾಡಿನ ಅಧಿದೇವತೆ ತಾಯಿ ಚಾಮುಂಡೇಶ್ವರಿ ದೇವಿಗೆ ಸಿಂಹವಾಹಿನಿ ಅಲಂಕಾರ ಮಾಡಲಾಗಿತ್ತು. ಸಹಸ್ರಾರು ಭಕ್ತರು ಬೆಟ್ಟದ ದೇವಸ್ಥಾನ ಆಗಮಿಸಿ ದೇವಿಯ ದರ್ಶನ ಪಡೆದರು. ಮುಂಜಾನೆಯಿಂದಲೇ ವಿಶೇಷ ಪೂಜಾ ಕೈಂಕರ್ಯಗಳು ನೆರವೇರಿದವು. ಕಳೆದ ವಾರದ ಮೊದಲ ಆಷಾಢ ಶುಕ್ರವಾರದಂದು ಚಾಮುಂಡೇಶ್ವರಿ ದೇವಿಗೆ ಲಕ್ಷ್ಮಿ ಅಲಂಕಾರ ಮಾಡಲಾಗಿತ್ತು. ಎರಡನೇ ಆಷಾಢ ಶುಕ್ರವಾರ ದಂದು ತಾಯಿಗೆ ಸಿಂಹವಾಹಿನಿ ಅಲಂಕಾರ ಮಾಡಲಾಗಿತ್ತು. ಬೆಳಗಿನ ಜಾವ 3.30ಕ್ಕೆ ದೇವಿಗೆ ಅಭಿಷೇಕ, ಮಹಾ ಮಂಗಳಾರತಿ ನೆರವೇರಿಸಲಾಯಿತು. ಸುಮಾರು 5.30 ಗಂಟೆಯಿಂದ ಭಕ್ತರಿಗೆ ದರ್ಶನಕ್ಕೆ ಅವಕಾಶ ಕಲ್ಪಿಸಲಾಯಿತು. ಭಕ್ತರ ಅನುಕೂಲಕ್ಕಾಗಿ ಉಚಿತ ಬಸ್ ವ್ಯವಸ್ಥೆ ಮಾಡಲಾಗಿತ್ತು. ಲಲಿತ ಮಹಲ್ ಹೆಲಿಪ್ಯಾಡ್ ಬಳಿಯಿಂದ ಭಕ್ತರನ್ನು ಬೆಟ್ಟಕ್ಕೆ ಕರೆದೊಯ್ಯಲಾಯಿತು. ಖಾಸಗಿ ವಾಹನಗಳಿಗೆ ಬೆಟ್ಟಕ್ಕೆ ಪ್ರವೇಶ ನಿರ್ಬಂಧಿಸಲಾಗಿತ್ತು. ಭದ್ರತೆಗಾಗಿ ಹೆಚ್ಚಿನ ಪೊಲೀಸ್ ಸಿಬ್ಬಂದಿ ನಿಯೋಜಿಸಲಾಗಿತ್ತು. ದೇವಸ್ಥಾನದ ಆವರಣವನ್ನು ಬಗೆ ಬಗೆಯ ಹೂವುಗಳಿಂದ ಅಲಂಕರಿಸಲಾಗಿತ್ತು. ಭಕ್ತರಿಗೆ ಪ್ರಸಾದ ವಿನಿಯೋಗ ಮಾಡಲಾಯಿತು. ಮಹಿಷಾಸುರ ಪ್ರತಿಮೆ ಬಳಿಯೂ ಭಕ್ತರ ದಟ್ಟಣೆ ಕಂಡುಬಂದಿತು. ಜಿಲ್ಲಾಡಳಿತ ಹಾಗೂ ದೇವಸ್ಥಾನ ಆಡಳಿತ ಮಂಡಳಿ ಅಗತ್ಯ ವ್ಯವಸ್ಥೆ ಕಲ್ಪಿಸಿತ್ತು. ಸರದಿ ಸಾಲಿನಲ್ಲಿ ನಿಂತು ಭಕ್ತರು ದೇವಿಯ ದರ್ಶನ ಪಡೆದು ಪುನೀತರಾದರು.	[300, 182, 652, 316]
column-divider-2	[292, 694, 293, 1006]
pothole-body: ಮೈಸೂರು, ಜೂ.30(ಐಎಲ್‌ಆರ್)- ಅಪಾಯಕಾರಿ ಹಳ್ಳವೊಂದನ್ನು ಮೈಸೂರಿನ ಕಾರಂಜಿ ಕೆರೆ ಬಳಿಯ ರಸ್ತೆಯ ಗುಂಡಿ ಯನ್ನು ಕೊನೆಗೂ ಮುಚ್ಚಿ ವಾಹನ ಸವಾರರ ಆತಂಕ ದೂರ ಮಾಡಲಾಗಿದೆ. ಕಾರಂಜಿಕೆರೆ ಹಾಗೂ ಮೃಗಾಲಯದ ಮಧ್ಯೆ ಇರುವ ರಸ್ತೆ ಕುಸಿದು ಬೃಹತ್ ಹಳ್ಳ ಉಂಟಾಗಿತ್ತು. ಈ ಬಗ್ಗೆ 'ಮೈಸೂರು ಮಿತ್ರ' ಸಚಿತ್ರ ವರದಿ ಪ್ರಕಟಿಸಿತ್ತು. ವರದಿ ಪ್ರಕಟವಾದ ನಂತರ ಹಳ್ಳವನ್ನು ಮುಚ್ಚಲಾಗಿದೆ. ಆದರೆ, ಈ ಕಾರ್ಯ ಯಾರಿಂದ ನಡೆದಿದೆ ಎಂಬುದು ನಿಗೂಢವಾಗಿದೆ. ಪಾಲಿಕೆ, ಮೃಗಾಲಯ ಹಾಗೂ ಲೋಕೋಪಯೋಗಿ ಇಲಾಖೆ ಯಾವುದೂ ಈ ಕೆಲಸದ ಹೊಣೆ ಹೊತ್ತಿಲ್ಲ. ಒಟ್ಟಿನಲ್ಲಿ ಅಪಾಯಕಾರಿ ಹಳ್ಳ ಮುಚ್ಚಲ್ಪಟ್ಟಿದ್ದು, ವಾಹನ ಸವಾರರು ನಿಟ್ಟುಸಿರು ಬಿಟ್ಟಿದ್ದಾರೆ. ಕಾರಂಜಿ ಕೆರೆ ರಸ್ತೆ ಮತ್ತು ಇದೇ ಪ್ರದೇಶದ ಮೃಗಾಲಯದ ಹೊರಾವರಣ ಕಾಮಗಾರಿ ಮುಗಿದ ಬಳಿಕ ಈ ರಸ್ತೆ ದುಸ್ಥಿತಿಗೆ ತಲುಪಿತ್ತು. ಈ ರಸ್ತೆಯಲ್ಲಿ ಬೃಹತ್ ಹಳ್ಳ ಉಂಟಾಗಿದ್ದರೂ ಯಾರೂ ಗಮನ ಹರಿಸಿರಲಿಲ್ಲ. ಇದೀಗ ಹಳ್ಳ ಮುಚ್ಚಿರುವುದು ಸಂತಸ ತಂದಿದೆ. ಆದರೆ ಇನ್ನೂ ಕೆಲವು ಕಡೆ ಹಳ್ಳಗಳಿದ್ದು ಅವುಗಳನ್ನೂ ಮುಚ್ಚಬೇಕಿದೆ ಎಂದು ಸಾರ್ವಜನಿಕರು ಆಗ್ರಹಿಸಿದ್ದಾರೆ. ವಾಹನ ಸವಾರರ ಸುರಕ್ಷತೆಗಾಗಿ ಸಂಬಂಧಪಟ್ಟ ಇಲಾಖೆ ಕ್ರಮ ಕೈಗೊಳ್ಳಬೇಕು ಎಂಬುದು ನಾಗರಿಕರ ಒತ್ತಾಯವಾಗಿದೆ.	[58, 266, 288, 433]
temple-headline-line1: ಸಿಂಹವಾಹಿನಿ ಅಲಂಕಾರದಲ್ಲಿ	[352, 107, 598, 140]
